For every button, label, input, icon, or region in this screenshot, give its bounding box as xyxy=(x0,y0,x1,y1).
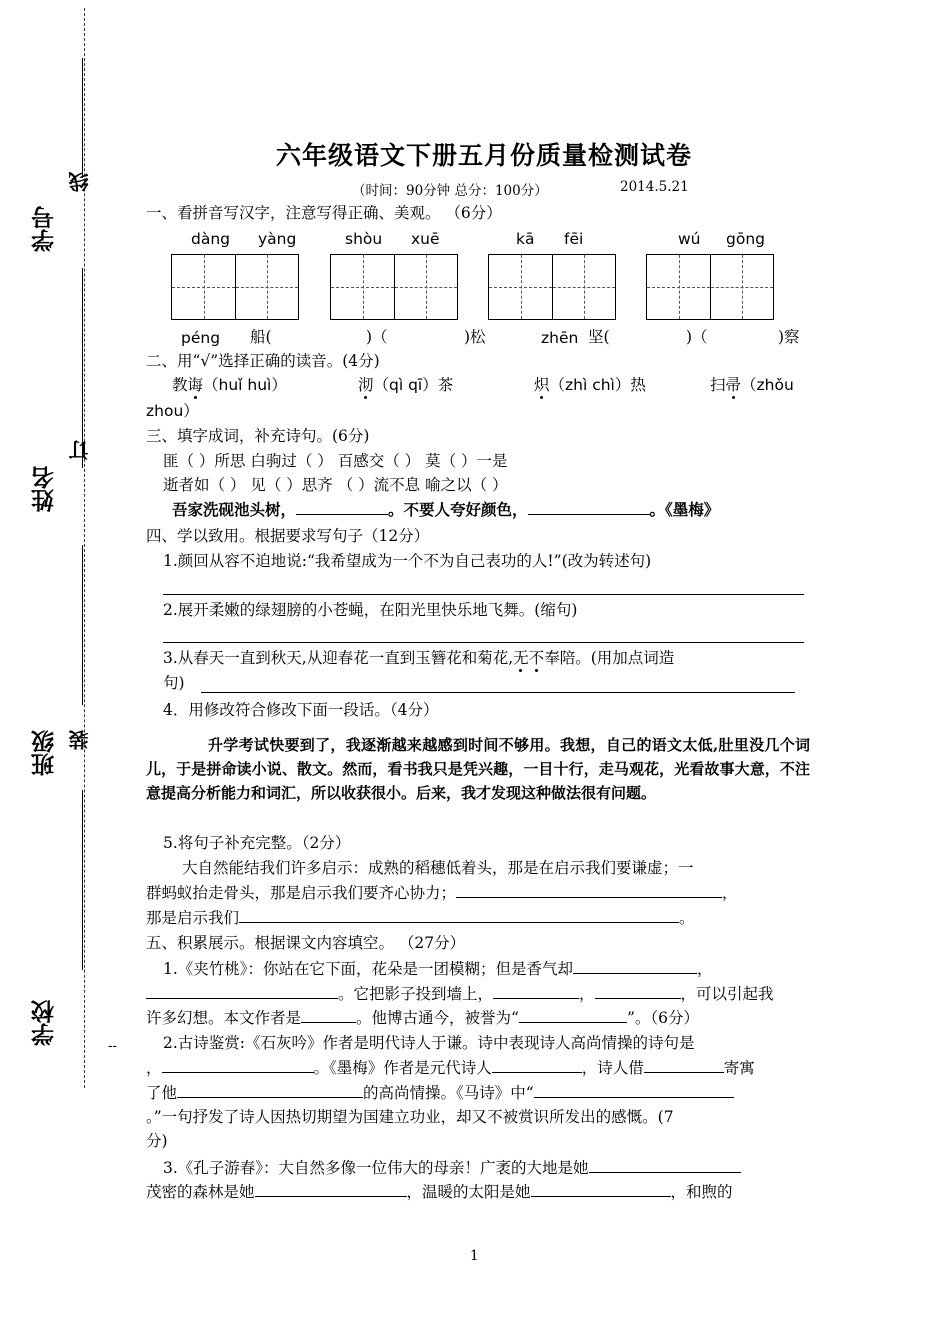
q5-2-line-5: 分) xyxy=(146,1132,168,1150)
dotted-char-wu: 无 xyxy=(513,649,529,667)
side-mark: -- xyxy=(108,1038,118,1054)
q5-2-line-2 xyxy=(146,1058,755,1078)
idiom-row-1[interactable]: 匪（ ）所思 白驹过（ ） 百感交（ ） 莫（ ）一是 xyxy=(163,452,508,470)
q5-1-comma-2: ， xyxy=(579,985,595,1003)
section4-heading: 四、学以致用。根据要求写句子（12分） xyxy=(146,527,430,545)
q5-2-line-3 xyxy=(146,1083,734,1103)
q5-3-line-2 xyxy=(146,1182,733,1202)
q5-1-blank-6[interactable] xyxy=(519,1008,627,1023)
poem-part-1: 吾家洗砚池头树， xyxy=(172,500,297,519)
exam-date: 2014.5.21 xyxy=(620,179,689,195)
blank-mid-2: )（ xyxy=(686,328,708,346)
writing-grid-1[interactable] xyxy=(171,254,299,320)
answer-line-4-1[interactable] xyxy=(163,594,804,595)
poem-blank-2[interactable] xyxy=(528,500,650,515)
word-sao: 扫 xyxy=(710,376,726,394)
q5-1-line-1 xyxy=(163,959,713,979)
q5-comma: ， xyxy=(722,884,738,902)
exam-meta: （时间：90分钟 总分：100分） xyxy=(352,183,548,199)
blank-mid-1: )（ xyxy=(366,328,388,346)
q5-3-text-b3: ，和煦的 xyxy=(670,1183,733,1201)
pinyin-3a: kā xyxy=(516,230,535,248)
pinyin-4a: wú xyxy=(678,230,701,248)
options-qi[interactable]: （qì qī）茶 xyxy=(373,376,454,394)
q5-1-text-b: 。它把影子投到墙上， xyxy=(338,985,494,1003)
dotted-char-bu: 不 xyxy=(528,649,545,667)
name-label: 姓名 xyxy=(32,466,58,512)
options-zhou[interactable]: （zhǒu xyxy=(741,376,794,394)
options-chi[interactable]: （zhì chì）热 xyxy=(549,376,646,394)
writing-grid-2[interactable] xyxy=(330,254,458,320)
q5-3-line-1 xyxy=(163,1158,741,1178)
question4-3-cont: 句) xyxy=(163,674,185,692)
blank-jian: 坚( xyxy=(588,328,610,346)
revision-paragraph: 升学考试快要到了，我逐渐越来越感到时间不够用。我想，自己的语文太低,肚里没几个词儿，于是拼命读小说、散文。然而，看书我只是凭兴趣，一目十行，走马观花，光看故事大意，不注意提高分析能力和词汇，所以收获很小。后来，我才发现这种做法很有问题。 xyxy=(146,736,810,802)
q5-1-line-3 xyxy=(146,1008,699,1028)
q5-period: 。 xyxy=(679,909,695,927)
question4-2: 2.展开柔嫩的绿翅膀的小苍蝇，在阳光里快乐地飞舞。(缩句) xyxy=(163,601,578,619)
pinyin-1b: yàng xyxy=(258,230,297,248)
answer-line-4-3[interactable] xyxy=(201,692,795,693)
q5-2-text-b3: ，诗人借 xyxy=(581,1059,644,1077)
q3-text-a: 3.从春天一直到秋天,从迎春花一直到玉簪花和菊花, xyxy=(163,649,514,667)
pinyin-2b: xuē xyxy=(411,230,440,248)
q5-1-text-a: 1.《夹竹桃》：你站在它下面，花朵是一团模糊；但是香气却 xyxy=(163,960,574,978)
section2-heading: 二、用“√”选择正确的读音。(4分) xyxy=(146,352,380,370)
blank-chuan: 船( xyxy=(250,328,272,346)
reading-option-3 xyxy=(534,375,646,395)
q5-blank-2[interactable] xyxy=(239,908,679,923)
blank-song: )松 xyxy=(464,328,486,346)
q5-2-comma: ， xyxy=(146,1059,162,1077)
q5-2-text-c: 了他 xyxy=(146,1084,178,1102)
poem-part-2: 。不要人夸好颜色， xyxy=(388,500,528,519)
reading-option-1 xyxy=(172,375,287,395)
poem-part-3: 。《墨梅》 xyxy=(649,500,720,519)
q5-2-text-b2: 。《墨梅》作者是元代诗人 xyxy=(313,1059,492,1077)
blank-cha: )察 xyxy=(778,328,800,346)
section3-heading: 三、填字成词，补充诗句。(6分) xyxy=(146,427,370,445)
cut-mark-line: 线 xyxy=(68,172,92,192)
q5-1-blank-5[interactable] xyxy=(301,1008,356,1023)
pinyin-4b: gōng xyxy=(726,230,765,248)
name-line xyxy=(82,268,83,468)
q5-1-text-c: 许多幻想。本文作者是 xyxy=(146,1009,302,1027)
q5-1-comma: ， xyxy=(697,960,713,978)
q5-2-line-4: 。”一句抒发了诗人因热切期望为国建立功业，却又不被赏识所发出的感慨。(7 xyxy=(146,1108,674,1126)
binding-dashed-line xyxy=(84,8,85,1088)
writing-grid-4[interactable] xyxy=(646,254,774,320)
q5-3-blank-2[interactable] xyxy=(255,1182,407,1197)
dotted-char-qi: 沏 xyxy=(358,376,374,394)
q5-line-2 xyxy=(146,883,738,903)
section1-heading: 一、看拼音写汉字，注意写得正确、美观。 （6分） xyxy=(146,204,502,222)
q3-text-b: 奉陪。(用加点词造 xyxy=(544,649,675,667)
page-title: 六年级语文下册五月份质量检测试卷 xyxy=(276,141,693,170)
school-line xyxy=(82,790,83,970)
student-id-label: 学号 xyxy=(32,206,58,252)
q5-1-text-b3: ，可以引起我 xyxy=(680,985,774,1003)
q5-3-text-a: 3.《孔子游春》：大自然多像一位伟大的母亲！广袤的大地是她 xyxy=(163,1159,589,1177)
pinyin-zhen: zhēn xyxy=(541,329,579,347)
page-number: 1 xyxy=(470,1248,479,1264)
idiom-row-2[interactable]: 逝者如（ ） 见（ ）思齐 （ ）流不息 喻之以（ ） xyxy=(163,476,508,494)
dotted-char-chi: 炽 xyxy=(534,376,550,394)
q5-2-text-c2: 的高尚情操。《马诗》中“ xyxy=(363,1084,534,1102)
question4-5: 5.将句子补充完整。（2分） xyxy=(163,834,351,852)
poem-line xyxy=(172,500,719,520)
q5-3-blank-3[interactable] xyxy=(531,1182,671,1197)
section5-heading: 五、积累展示。根据课文内容填空。 （27分） xyxy=(146,934,466,952)
q5-1-line-2 xyxy=(146,984,774,1004)
q5-1-blank-1[interactable] xyxy=(573,959,697,974)
pinyin-peng: péng xyxy=(181,329,221,347)
pinyin-1a: dàng xyxy=(191,230,230,248)
q5-1-blank-2[interactable] xyxy=(146,984,338,999)
class-label: 班级 xyxy=(32,730,58,776)
q5-blank-1[interactable] xyxy=(456,883,722,898)
options-hui[interactable]: （huǐ huì） xyxy=(203,376,287,394)
dotted-char-hui: 诲 xyxy=(187,376,204,394)
q5-3-text-b2: ，温暖的太阳是她 xyxy=(406,1183,531,1201)
q5-1-text-c2: 。他博古通今，被誉为“ xyxy=(356,1009,519,1027)
poem-blank-1[interactable] xyxy=(296,500,388,515)
writing-grid-3[interactable] xyxy=(488,254,616,320)
q5-2-line-1: 2.古诗鉴赏:《石灰吟》作者是明代诗人于谦。诗中表现诗人高尚情操的诗句是 xyxy=(163,1034,695,1052)
pinyin-3b: fēi xyxy=(564,230,584,248)
q5-2-blank-2[interactable] xyxy=(492,1058,582,1073)
question4-1: 1.颜回从容不迫地说:“我希望成为一个不为自己表功的人!”(改为转述句) xyxy=(163,552,652,570)
class-line xyxy=(82,545,83,705)
q5-3-text-b: 茂密的森林是她 xyxy=(146,1183,255,1201)
cut-mark-bind: 订 xyxy=(68,440,92,460)
student-id-line xyxy=(82,58,83,178)
q5-line-1: 大自然能结我们许多启示：成熟的稻穗低着头，那是在启示我们要谦虚；一 xyxy=(182,859,694,877)
cut-mark-install: 装 xyxy=(68,730,92,750)
q5-1-blank-3[interactable] xyxy=(493,984,579,999)
q5-2-blank-4[interactable] xyxy=(177,1083,363,1098)
reading-option-4 xyxy=(710,375,794,395)
reading-option-2 xyxy=(358,375,453,395)
dotted-char-zhou: 帚 xyxy=(725,376,742,394)
q5-2-text-b4: 寄寓 xyxy=(723,1059,755,1077)
word-jiao: 教 xyxy=(172,376,188,394)
q5-text-b: 群蚂蚁抬走骨头，那是启示我们要齐心协力； xyxy=(146,884,457,902)
school-label: 学校 xyxy=(32,1000,58,1046)
pinyin-2a: shòu xyxy=(345,230,383,248)
q5-2-blank-3[interactable] xyxy=(644,1058,724,1073)
question4-4: 4．用修改符合修改下面一段话。（4分） xyxy=(163,701,439,719)
question4-3 xyxy=(163,648,674,668)
q5-2-blank-5[interactable] xyxy=(534,1083,734,1098)
q5-text-c: 那是启示我们 xyxy=(146,909,240,927)
answer-line-4-2[interactable] xyxy=(163,642,804,643)
q5-1-blank-4[interactable] xyxy=(595,984,681,999)
q5-2-blank-1[interactable] xyxy=(162,1058,314,1073)
options-zhou-cont: zhou） xyxy=(146,402,199,420)
q5-line-3 xyxy=(146,908,695,928)
q5-3-blank-1[interactable] xyxy=(589,1158,741,1173)
q5-1-text-c3: ”。（6分） xyxy=(626,1009,699,1027)
